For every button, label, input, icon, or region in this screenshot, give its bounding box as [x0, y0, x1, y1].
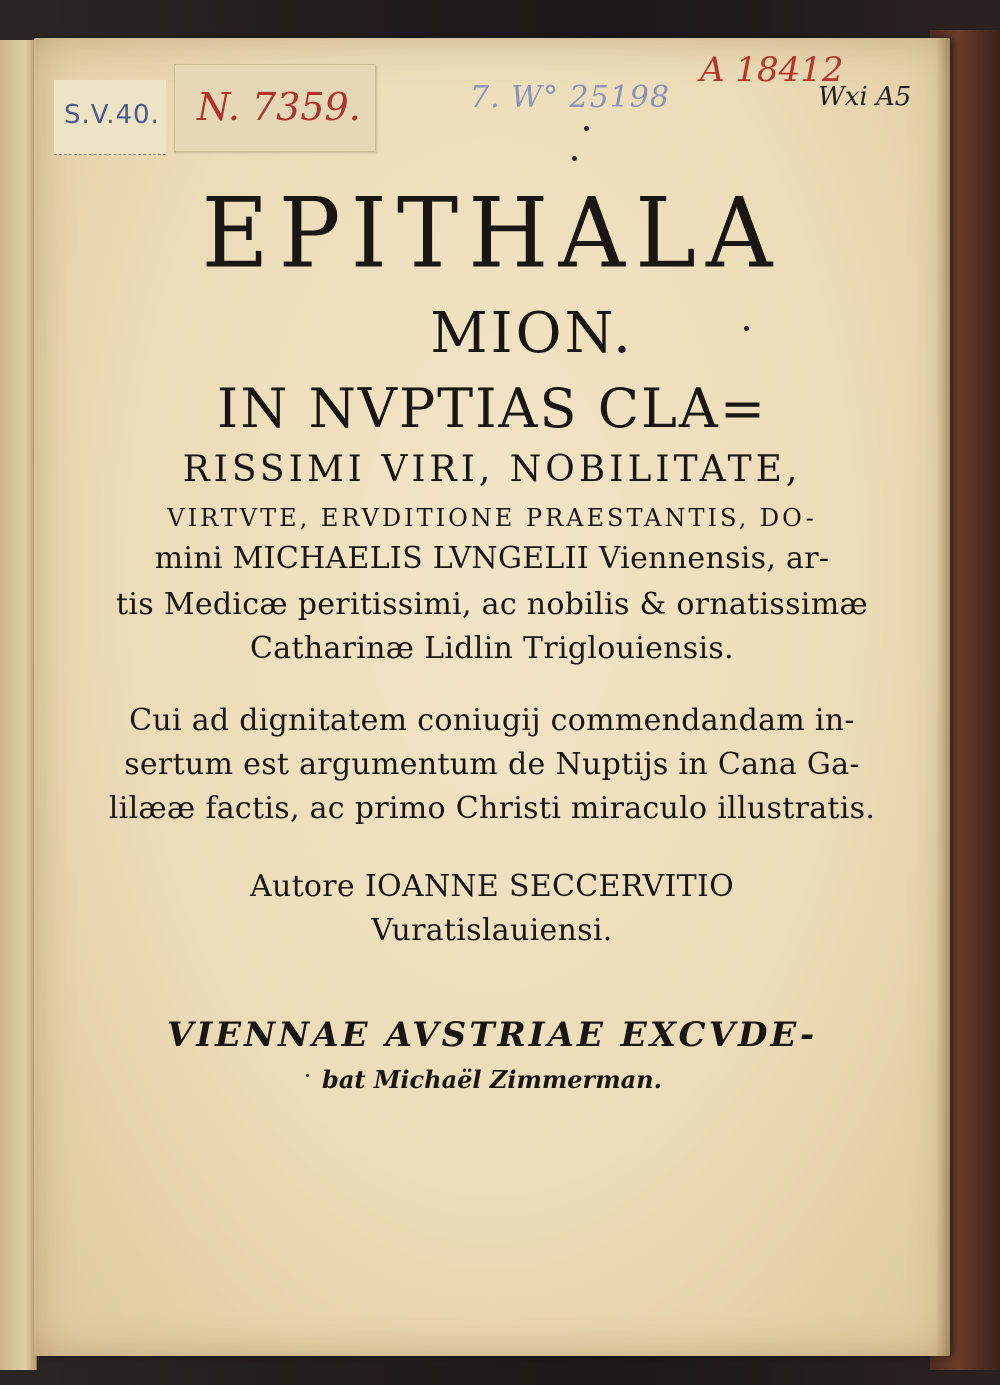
subtitle-line: mini MICHAELIS LVNGELII Viennensis, ar- — [154, 541, 830, 576]
ink-speck — [306, 1074, 309, 1077]
argument-line: sertum est argumentum de Nuptijs in Cana Ga- — [124, 747, 860, 782]
title-page — [34, 38, 950, 1356]
title-line-2: MION. — [430, 301, 634, 366]
subtitle-line: VIRTVTE, ERVDITIONE PRAESTANTIS, DO- — [167, 504, 817, 532]
handwritten-mark-red: A 18412 — [700, 50, 844, 90]
argument-line: Cui ad dignitatem coniugij commendandam in- — [129, 703, 855, 738]
author-line: Vuratislauiensi. — [371, 913, 613, 948]
subtitle-line: IN NVPTIAS CLA= — [216, 377, 768, 440]
handwritten-mark-center: 7. W° 25198 — [470, 80, 670, 115]
subtitle-line: Catharinæ Lidlin Triglouiensis. — [250, 631, 734, 666]
subtitle-line: tis Medicæ peritissimi, ac nobilis & ornatissimæ — [116, 587, 868, 622]
facing-page-edge — [0, 40, 37, 1370]
shelf-label-red — [174, 64, 376, 152]
subtitle-line: RISSIMI VIRI, NOBILITATE, — [182, 449, 802, 490]
ink-speck — [584, 126, 589, 131]
ink-speck — [572, 156, 577, 161]
shelf-label-left — [54, 80, 166, 155]
handwritten-mark-right: Wxi A5 — [818, 82, 912, 112]
argument-line: lilææ factis, ac primo Christi miraculo illustratis. — [108, 791, 876, 826]
shelf-mark-red: N. 7359. — [197, 85, 361, 129]
shelf-mark-left: S.V.40. — [64, 100, 160, 130]
author-line: Autore IOANNE SECCERVITIO — [249, 869, 735, 904]
imprint-line: bat Michaël Zimmerman. — [322, 1065, 662, 1094]
ink-speck — [744, 326, 749, 331]
imprint-line: VIENNAE AVSTRIAE EXCVDE- — [166, 1015, 818, 1055]
title-line-1: EPITHALA — [201, 177, 783, 290]
